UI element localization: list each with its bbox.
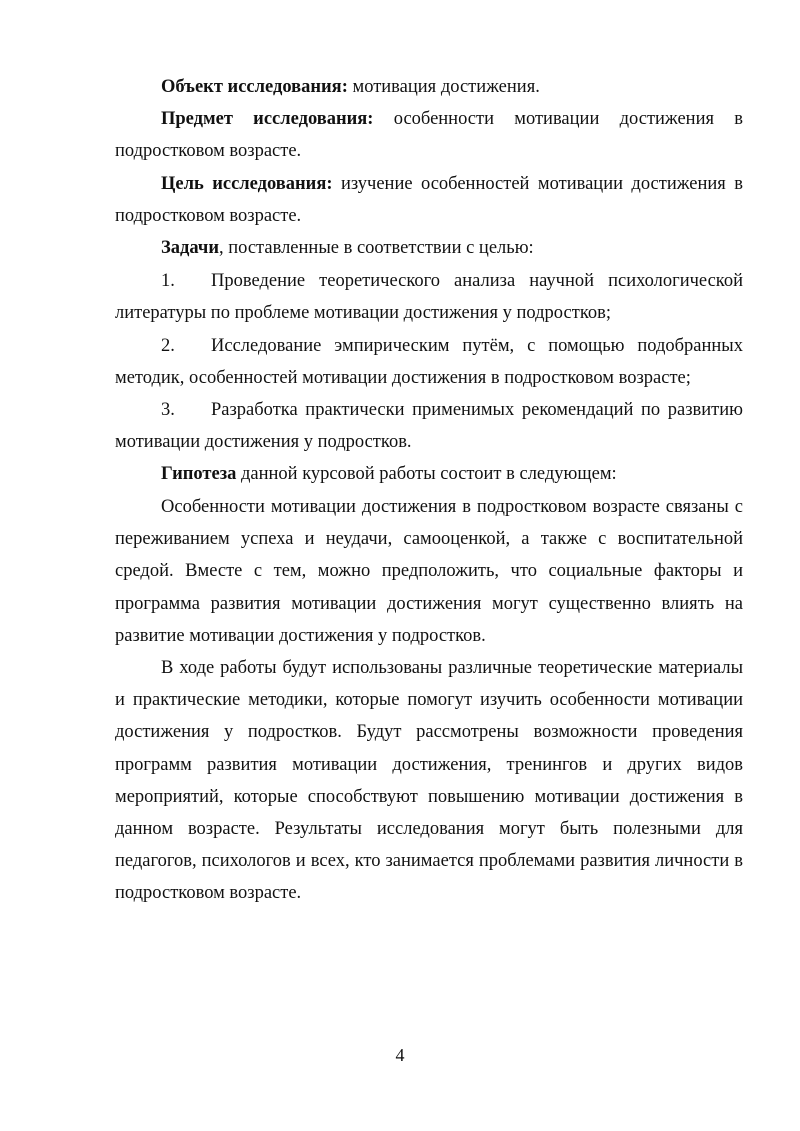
hypothesis-intro-text: данной курсовой работы состоит в следующем: (236, 464, 617, 484)
conclusion-paragraph: В ходе работы будут использованы различные теоретические материалы и практические методики, которые помогут изучить особенности мотивации достижения у подростков. Будут рассмотрены возможности проведения программ развития мотивации достижения, тренингов и других видов мероприятий, которые способствуют повышению мотивации достижения в данном возрасте. Результаты исследования могут быть полезными для педагогов, психологов и всех, кто занимается проблемами развития личности в подростковом возрасте. (115, 658, 743, 904)
object-paragraph (115, 71, 743, 103)
task-item-1 (115, 265, 743, 329)
hypothesis-label: Гипотеза (161, 464, 237, 484)
task-text: Разработка практически применимых рекомендаций по развитию мотивации достижения у подростков. (115, 400, 743, 453)
subject-paragraph (115, 103, 743, 167)
tasks-intro-paragraph (115, 232, 743, 264)
task-number: 1. (161, 271, 175, 291)
task-text: Проведение теоретического анализа научной психологической литературы по проблеме мотивации достижения у подростков; (115, 271, 743, 324)
task-text: Исследование эмпирическим путём, с помощью подобранных методик, особенностей мотивации достижения в подростковом возрасте; (115, 336, 743, 389)
goal-label: Цель исследования: (161, 174, 333, 194)
task-number: 2. (161, 336, 175, 356)
task-number: 3. (161, 400, 175, 420)
document-page (115, 0, 743, 1131)
object-text: мотивация достижения. (347, 77, 540, 97)
hypothesis-intro-paragraph (115, 458, 743, 490)
hypothesis-paragraph: Особенности мотивации достижения в подростковом возрасте связаны с переживанием успеха и неудачи, самооценкой, а также с воспитательной средой. Вместе с тем, можно предположить, что социальные факторы и программа развития мотивации достижения могут существенно влиять на развитие мотивации достижения у подростков. (115, 497, 743, 646)
object-label: Объект исследования: (161, 77, 348, 97)
task-item-2 (115, 330, 743, 394)
tasks-label: Задачи (161, 238, 219, 258)
subject-label: Предмет исследования: (161, 109, 374, 129)
page-number: 4 (395, 1045, 405, 1065)
task-item-3 (115, 394, 743, 458)
goal-text: изучение особенностей мотивации достижения в подростковом возрасте. (115, 174, 743, 227)
tasks-intro-text: , поставленные в соответствии с целью: (218, 238, 534, 258)
subject-text: особенности мотивации достижения в подростковом возрасте. (115, 109, 743, 162)
goal-paragraph (115, 168, 743, 232)
